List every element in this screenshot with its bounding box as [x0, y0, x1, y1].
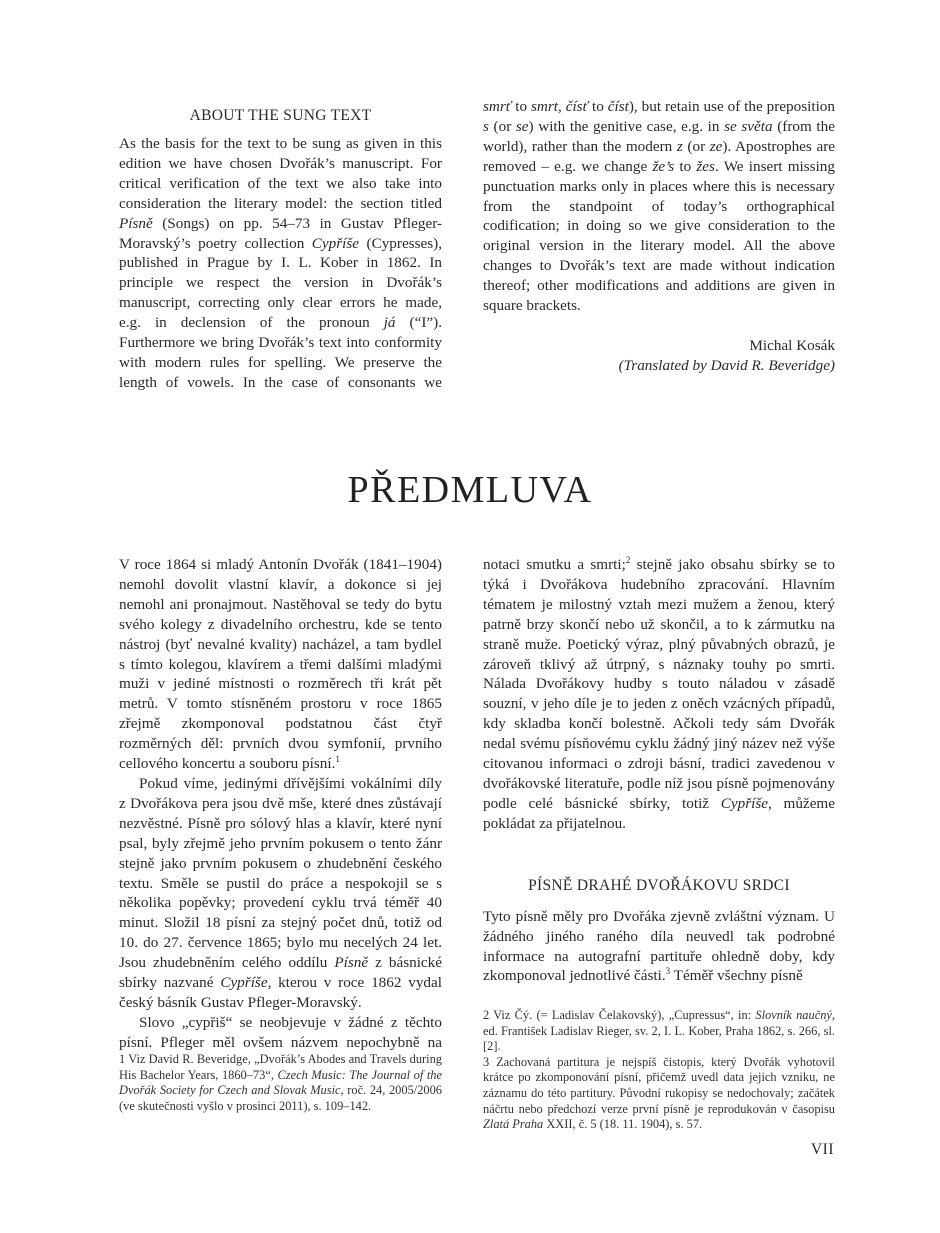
italic-text: smrť — [483, 98, 512, 115]
text: 2 Viz Čý. (= Ladislav Čelakovský), „Cupressus“, in: — [483, 1008, 756, 1022]
preface-paragraph-4 — [483, 907, 835, 987]
text: (or — [682, 137, 710, 155]
footnote-3 — [483, 1055, 835, 1133]
text: ) with the genitive case, e.g. in — [528, 117, 725, 135]
preface-right-column — [483, 555, 835, 986]
preface-paragraph-1 — [119, 555, 442, 774]
text: , kterou v roce 1862 vydal český básník Gustav Pfleger-Moravský. — [119, 974, 442, 1011]
text: to — [511, 98, 531, 115]
preface-left-column — [119, 555, 442, 1053]
section-heading: PÍSNĚ DRAHÉ DVOŘÁKOVU SRDCI — [528, 876, 790, 894]
preface-paragraph-3-continued — [483, 555, 835, 834]
footnote-1 — [119, 1052, 442, 1114]
text: to — [588, 98, 608, 115]
about-paragraph — [119, 134, 442, 392]
footnote-text — [119, 1052, 442, 1114]
text: ), but retain use of the preposition — [628, 98, 835, 115]
italic-text: Czech Music: The Journal of the Dvořák Society for Czech and Slovak Music — [119, 1067, 442, 1098]
italic-text: z — [676, 137, 683, 155]
text: Pokud víme, jedinými dřívějšími vokálními díly z Dvořákova pera jsou dvě mše, které dnes zůstávají nezvěstné. Písně pro sólový hlas a klavír, které nyní psal, byly zřejmě jeho prvním pokusem o tento žánr stejně jako prvním pokusem o zhudebnění českého textu. Směle se pustil do práce a nespokojil se s několika popěvky; provedení cyklu trvá téměř 40 minut. Složil 18 písní za stejný počet dnů, totiž od 10. do 27. července 1865; bylo mu necelých 24 let. Jsou zhudebněním celého oddílu — [119, 774, 442, 972]
italic-text: že’s — [652, 157, 675, 175]
italic-text: Písně — [334, 954, 369, 972]
italic-text: žes — [696, 157, 715, 175]
text: , — [558, 98, 566, 115]
italic-text: se světa — [724, 117, 773, 135]
about-right-column — [483, 97, 835, 376]
text: Slovo „cypřiš“ se neobjevuje v žádné z těchto písní. Pfleger měl ovšem názvem nepochybně na — [119, 1013, 442, 1051]
text: to — [674, 157, 697, 175]
italic-text: čísť — [565, 98, 589, 115]
italic-text: já — [383, 314, 396, 332]
text: z básnické sbírky nazvané — [119, 954, 442, 992]
italic-text: Cypříše — [720, 794, 769, 812]
text: . We insert missing punctuation marks only in places where this is necessary from the standpoint of today’s orthographical codification; in doing so we give consideration to the original version in the literary model. All the above changes to Dvořák’s text are made without indication thereof; other modifications and additions are given in square brackets. — [483, 157, 835, 315]
italic-text: s — [483, 117, 489, 135]
author-name: Michal Kosák — [749, 336, 835, 354]
footnote-ref: 3 — [665, 966, 671, 977]
italic-text: (Translated by David R. Beveridge) — [618, 356, 835, 374]
text: 3 Zachovaná partitura je nejspíš čistopis, který Dvořák vyhotovil krátce po zkomponování písní, přičemž uvedl data jejich vzniku, ne záznamu do této partitury. Původní rukopisy se nedochovaly; začátek náčrtu nebo předchozí verze první písně je reprodukován v časopisu — [483, 1054, 835, 1116]
text: As the basis for the text to be sung as given in this edition we have chosen Dvořák’s manuscript. For critical verification of the text we also take into consideration the literary model: the section titled — [119, 135, 442, 212]
text: (“I”). Furthermore we bring Dvořák’s text into conformity with modern rules for spelling. We preserve the length of vowels. In the case of consonants we — [119, 314, 442, 391]
page-number: VII — [810, 1141, 834, 1158]
text: notaci smutku a smrti; — [483, 556, 626, 573]
text: XXII, č. 5 (18. 11. 1904), s. 57. — [543, 1117, 703, 1132]
italic-text: Zlatá Praha — [483, 1117, 544, 1132]
about-paragraph-continued — [483, 97, 835, 316]
italic-text: Slovník naučný — [755, 1008, 832, 1022]
text: (Songs) on pp. 54–73 in Gustav Pfleger-Moravský’s poetry collection — [119, 214, 442, 252]
italic-text: se — [515, 117, 529, 135]
footnotes-right — [483, 1008, 835, 1133]
text: (or — [488, 117, 516, 135]
text: Tyto písně měly pro Dvořáka zjevně zvláštní význam. U žádného jiného raného díla neuvedl tak podrobné informace na autografní partituře ohledně doby, kdy zkomponoval jednotlivé části. — [483, 907, 835, 985]
translator-credit — [483, 356, 835, 376]
text: stejně jako obsahu sbírky se to týká i Dvořákova hudebního zpracování. Hlavním tématem je milostný vztah mezi mužem a ženou, který patrně brzy skončí nebo už skončil, a to k zármutku na straně muže. Poetický výraz, plný půvabných obrazů, je zároveň tklivý až útrpný, s náznaky touhy po smrti. Nálada Dvořákovy hudby s touto náladou v zásadě souzní, v jeho díle je to jeden z oněch vzácných případů, kdy skladba končí bolestně. Ačkoli tedy sám Dvořák nedal svému písňovému cyklu žádný jiný název než výše citovanou informaci o zdroji básní, tradici zavedenou v dvořákovské literatuře, podle níž jsou písně pojmenovány podle celé básnické sbírky, totiž — [483, 556, 835, 812]
preface-paragraph-2 — [119, 774, 442, 1013]
about-left-column — [119, 107, 442, 392]
text: , roč. 24, 2005/2006 (ve skutečnosti vyšlo v prosinci 2011), s. 109–142. — [119, 1083, 442, 1113]
italic-text: Cypříše — [311, 234, 360, 252]
text: (from the world), rather than the modern — [483, 117, 835, 155]
footnote-ref: 2 — [625, 555, 631, 565]
footnote-2 — [483, 1008, 835, 1055]
italic-text: Cypříše — [220, 974, 268, 992]
text: , můžeme pokládat za přijatelnou. — [483, 794, 835, 832]
italic-text: číst — [607, 98, 629, 115]
italic-text: smrt — [530, 98, 558, 115]
italic-text: ze — [709, 137, 723, 155]
page-title: PŘEDMLUVA — [347, 469, 593, 511]
about-heading: ABOUT THE SUNG TEXT — [189, 107, 372, 124]
footnote-ref: 1 — [335, 754, 340, 765]
text: Téměř všechny písně — [670, 967, 803, 985]
text: ). Apostrophes are removed – e.g. we change — [483, 137, 835, 175]
preface-paragraph-3 — [119, 1013, 442, 1053]
text: V roce 1864 si mladý Antonín Dvořák (1841–1904) nemohl dovolit vlastní klavír, a dokonce si jej nemohl ani pronajmout. Nastěhoval se tedy do bytu svého kolegy z divadelního orchestru, kde se tento nástroj (byť nevalné kvality) nacházel, a tam bydlel s tímto kolegou, klavírem a třemi dalšími mladými muži v jediné místnosti o rozměrech tři krát pět metrů. V tomto stísněném prostoru v roce 1865 zřejmě zkomponoval podstatnou část čtyř rozměrných děl: prvních dvou symfonií, prvního cellového koncertu a souboru písní. — [119, 556, 442, 773]
text: (Cypresses), published in Prague by I. L. Kober in 1862. In principle we respect the version in Dvořák’s manuscript, correcting only clear errors he made, e.g. in declension of the pronoun — [119, 234, 442, 332]
text: 1 Viz David R. Beveridge, „Dvořák’s Abodes and Travels during His Bachelor Years, 1860–73“, — [119, 1052, 442, 1082]
text: , ed. František Ladislav Rieger, sv. 2, I. L. Kober, Praha 1862, s. 266, sl. [2]. — [483, 1008, 835, 1054]
italic-text: Písně — [119, 214, 153, 232]
